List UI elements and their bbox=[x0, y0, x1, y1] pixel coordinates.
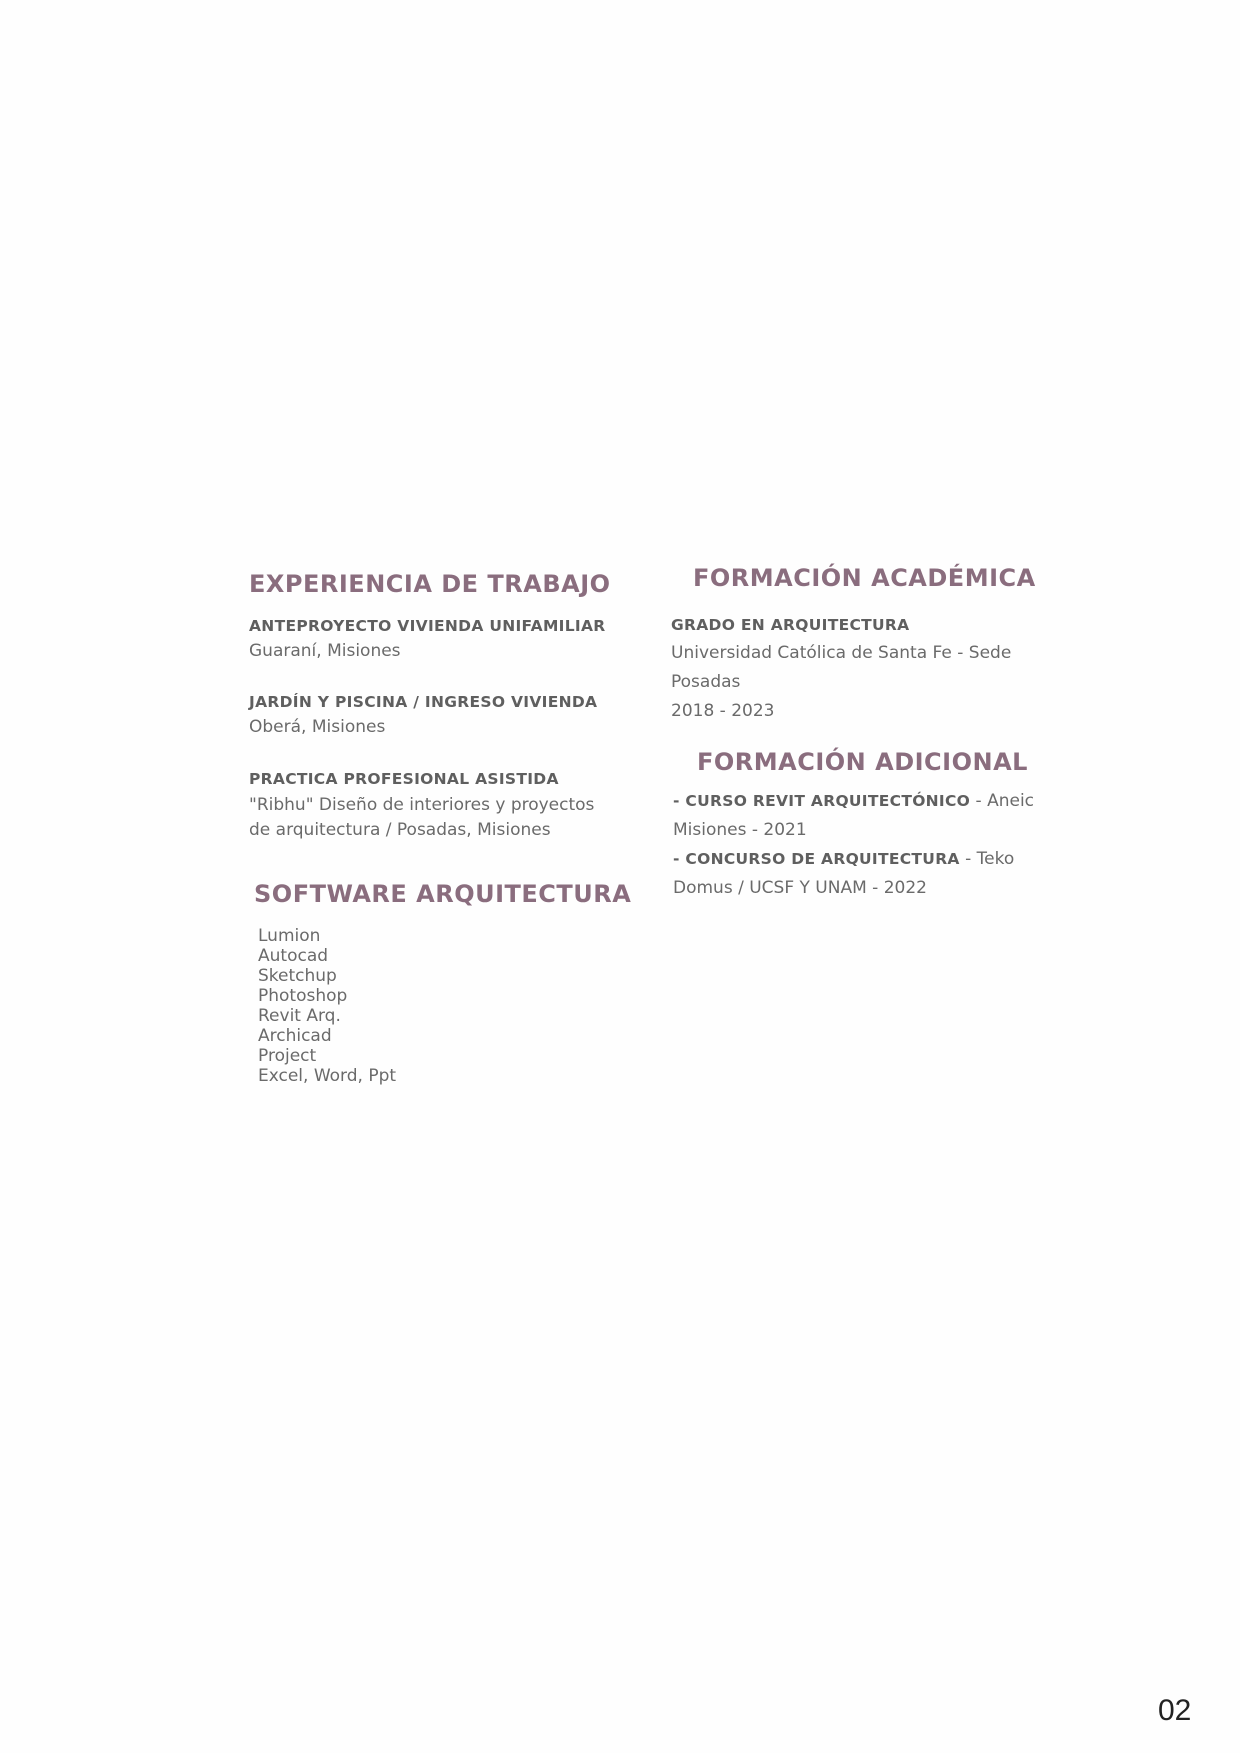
software-item-office: Excel, Word, Ppt bbox=[258, 1066, 397, 1086]
experiencia-item-1-title: ANTEPROYECTO VIVIENDA UNIFAMILIAR bbox=[249, 617, 606, 635]
software-item-sketchup: Sketchup bbox=[258, 966, 337, 986]
concurso-org: - Teko bbox=[959, 849, 1015, 869]
software-item-revit: Revit Arq. bbox=[258, 1006, 341, 1026]
software-item-photoshop: Photoshop bbox=[258, 986, 348, 1006]
software-item-project: Project bbox=[258, 1046, 317, 1066]
experiencia-item-3-line-2: de arquitectura / Posadas, Misiones bbox=[249, 820, 551, 840]
experiencia-item-2-title: JARDÍN Y PISCINA / INGRESO VIVIENDA bbox=[249, 693, 598, 711]
university-line-1: Universidad Católica de Santa Fe - Sede bbox=[671, 643, 1012, 663]
software-item-archicad: Archicad bbox=[258, 1026, 332, 1046]
concurso-title: - CONCURSO DE ARQUITECTURA bbox=[673, 850, 960, 868]
experiencia-item-1-location: Guaraní, Misiones bbox=[249, 641, 401, 661]
formacion-adicional-heading: FORMACIÓN ADICIONAL bbox=[697, 748, 1028, 776]
software-heading: SOFTWARE ARQUITECTURA bbox=[254, 880, 632, 908]
curso-revit-line bbox=[673, 791, 1034, 811]
degree-title: GRADO EN ARQUITECTURA bbox=[671, 616, 910, 634]
study-years: 2018 - 2023 bbox=[671, 701, 775, 721]
experiencia-item-2-location: Oberá, Misiones bbox=[249, 717, 386, 737]
curso-revit-org: - Aneic bbox=[970, 791, 1035, 811]
curso-revit-title: - CURSO REVIT ARQUITECTÓNICO bbox=[673, 792, 971, 810]
software-item-autocad: Autocad bbox=[258, 946, 329, 966]
experiencia-item-3-title: PRACTICA PROFESIONAL ASISTIDA bbox=[249, 770, 559, 788]
experiencia-item-3-line-1: "Ribhu" Diseño de interiores y proyectos bbox=[249, 795, 595, 815]
software-item-lumion: Lumion bbox=[258, 926, 321, 946]
software-list bbox=[258, 926, 396, 1086]
curso-revit-continuation: Misiones - 2021 bbox=[673, 820, 807, 840]
experiencia-heading: EXPERIENCIA DE TRABAJO bbox=[249, 570, 611, 598]
page-number: 02 bbox=[1158, 1694, 1192, 1727]
university-line-2: Posadas bbox=[671, 672, 741, 692]
concurso-line bbox=[673, 849, 1014, 869]
concurso-continuation: Domus / UCSF Y UNAM - 2022 bbox=[673, 878, 927, 898]
formacion-academica-heading: FORMACIÓN ACADÉMICA bbox=[693, 564, 1036, 592]
